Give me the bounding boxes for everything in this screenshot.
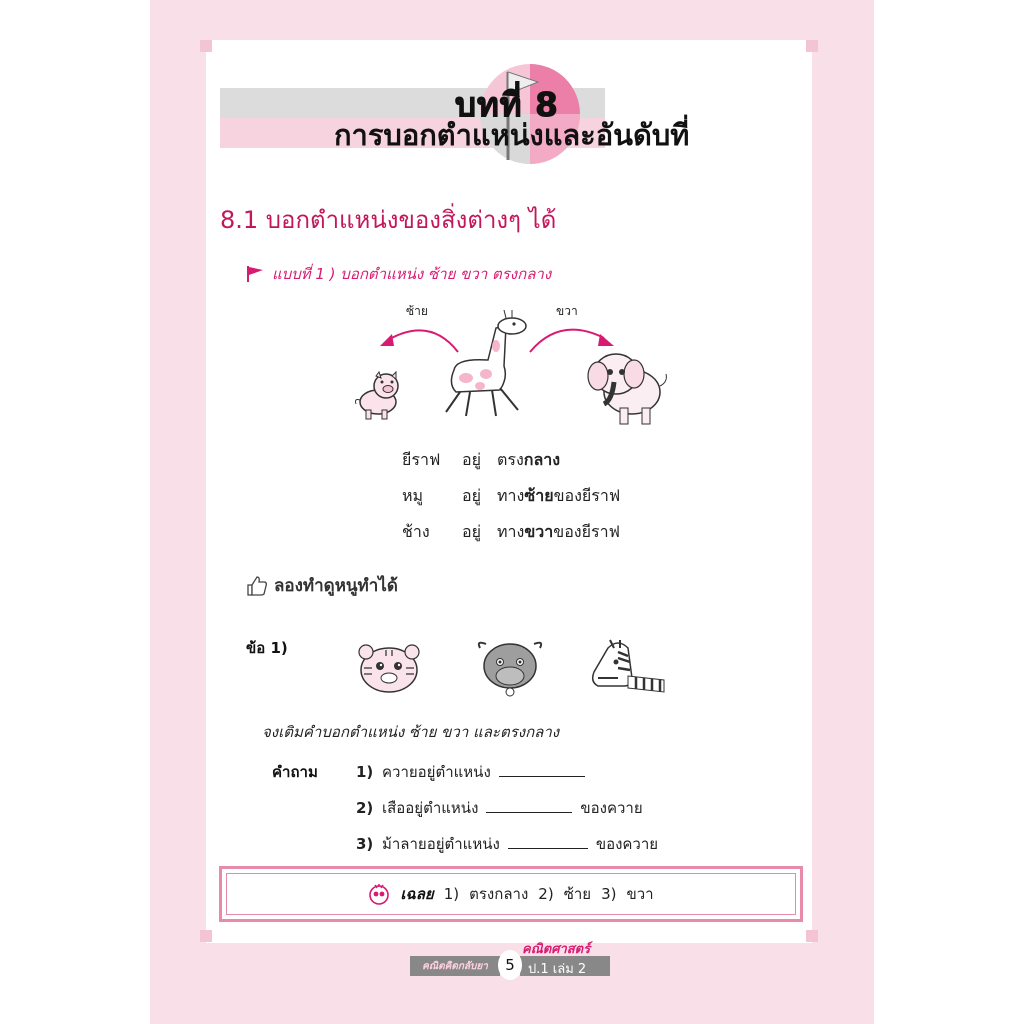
fact-subject: ช้าง [402,521,430,541]
question-number: ข้อ 1) [246,639,288,657]
question-heading: คำถาม [272,763,318,781]
fact-suffix: ของยีราฟ [553,485,621,505]
footer-subject: คณิตศาสตร์ [522,942,591,957]
answer-blank[interactable] [499,762,585,777]
corner-decoration [200,40,212,52]
answer-item: 2) [538,885,554,903]
chapter-title: การบอกตำแหน่งและอันดับที่ [334,118,690,152]
question-item [356,760,593,784]
answer-owl-icon [368,883,390,905]
answer-item: ตรงกลาง [469,885,529,903]
corner-decoration [806,930,818,942]
fact-subject: ยีราฟ [402,449,441,469]
fact-prefix: ทาง [497,485,525,505]
question-item-number: 1) [356,763,374,781]
try-it-heading [246,572,398,599]
buffalo-icon [474,638,546,698]
footer-grade: ป.1 เล่ม 2 [528,962,587,977]
fact-verb: อยู่ [462,485,481,505]
fact-subject: หมู [402,485,424,505]
elephant-icon [584,346,674,428]
position-facts [402,442,620,550]
tiger-icon [356,640,422,696]
fact-prefix: ตรง [497,449,524,469]
fact-verb: อยู่ [462,521,481,541]
chapter-number: บทที่ 8 [455,85,559,124]
fact-position: ขวา [524,521,554,541]
fact-row [402,478,620,514]
fact-suffix: ของยีราฟ [553,521,620,541]
corner-decoration [806,40,818,52]
section-heading: 8.1 บอกตำแหน่งของสิ่งต่างๆ ได้ [220,206,557,234]
answer-item: ขวา [626,885,654,903]
right-arrow-label: ขวา [556,304,578,318]
question-item [356,796,643,820]
giraffe-icon [436,308,532,424]
corner-decoration [200,930,212,942]
question-item-text: เสืออยู่ตำแหน่ง [382,799,479,817]
question-item-suffix: ของควาย [595,835,659,853]
answer-item: 3) [601,885,617,903]
answer-item: 1) [443,885,460,903]
question-item [356,832,658,856]
try-it-label: ลองทำดูหนูทำได้ [274,576,398,596]
thumbs-up-icon [246,575,268,597]
question-item-text: ม้าลายอยู่ตำแหน่ง [382,835,500,853]
answer-box [219,866,803,922]
pattern-label: แบบที่ 1 ) บอกตำแหน่ง ซ้าย ขวา ตรงกลาง [272,265,552,283]
question-item-suffix: ของควาย [580,799,643,817]
footer-series-title: คณิตคิดกลับยา [410,956,500,976]
fact-row [402,442,620,478]
answer-label: เฉลย [400,885,434,903]
answer-blank[interactable] [486,798,572,813]
question-item-text: ควายอยู่ตำแหน่ง [382,763,491,781]
question-instruction: จงเติมคำบอกตำแหน่ง ซ้าย ขวา และตรงกลาง [262,723,560,741]
question-item-number: 3) [356,835,374,853]
page-footer [410,940,610,984]
flag-icon [246,266,264,282]
question-item-number: 2) [356,799,374,817]
page-number: 5 [498,950,522,980]
fact-verb: อยู่ [462,449,481,469]
answer-blank[interactable] [508,834,588,849]
fact-row [402,514,620,550]
pattern-row [246,262,551,286]
left-arrow-label: ซ้าย [406,304,428,318]
answer-content [226,873,796,915]
zebra-icon [588,638,668,698]
fact-position: กลาง [523,449,561,469]
fact-prefix: ทาง [497,521,525,541]
answer-item: ซ้าย [563,885,592,903]
fact-position: ซ้าย [524,485,554,505]
pig-icon [352,370,408,422]
